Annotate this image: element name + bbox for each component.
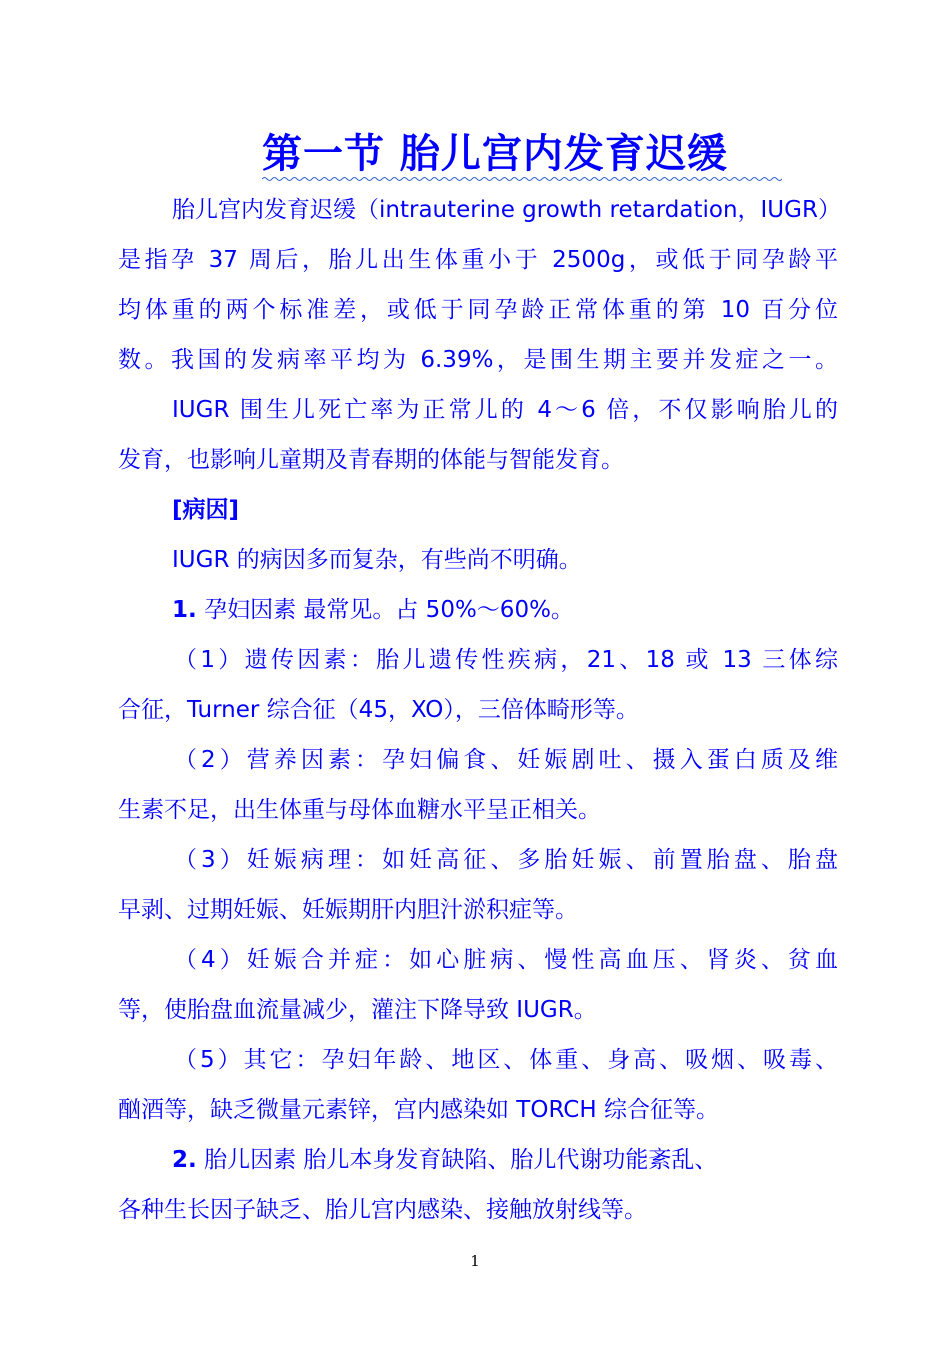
paragraph-line: 等，使胎盘血流量减少，灌注下降导致 IUGR。	[118, 997, 597, 1023]
paragraph-line: 发育，也影响儿童期及青春期的体能与智能发育。	[118, 447, 624, 473]
paragraph-line: （2）营养因素：孕妇偏食、妊娠剧吐、摄入蛋白质及维	[174, 747, 838, 773]
list-item-text: 孕妇因素 最常见。占 50%～60%。	[204, 597, 574, 623]
section-heading-etiology: [病因]	[172, 497, 240, 523]
paragraph-line: 是指孕 37 周后，胎儿出生体重小于 2500g，或低于同孕龄平	[118, 247, 838, 273]
paragraph-line: 均体重的两个标准差，或低于同孕龄正常体重的第 10 百分位	[118, 297, 838, 323]
paragraph-line: （4）妊娠合并症：如心脏病、慢性高血压、肾炎、贫血	[174, 947, 838, 973]
paragraph-line: 早剥、过期妊娠、妊娠期肝内胆汁淤积症等。	[118, 897, 578, 923]
paragraph-line: （5）其它：孕妇年龄、地区、体重、身高、吸烟、吸毒、	[174, 1047, 838, 1073]
paragraph-line: 生素不足，出生体重与母体血糖水平呈正相关。	[118, 797, 601, 823]
list-number: 1.	[172, 597, 197, 623]
title-wavy-underline	[262, 176, 782, 182]
paragraph-line: IUGR 围生儿死亡率为正常儿的 4～6 倍，不仅影响胎儿的	[172, 397, 838, 423]
list-item	[172, 592, 838, 628]
page-number: 1	[470, 1252, 480, 1270]
section-title: 第一节 胎儿宫内发育迟缓	[262, 130, 728, 177]
paragraph-line: 胎儿宫内发育迟缓（intrauterine growth retardation，IUGR）	[172, 197, 841, 223]
paragraph-line: 合征，Turner 综合征（45，XO），三倍体畸形等。	[118, 697, 639, 723]
paragraph-line: 酗酒等，缺乏微量元素锌，宫内感染如 TORCH 综合征等。	[118, 1097, 719, 1123]
paragraph-line: 数。我国的发病率平均为 6.39%，是围生期主要并发症之一。	[118, 347, 838, 373]
list-item	[172, 1142, 838, 1178]
paragraph-line: （1）遗传因素：胎儿遗传性疾病，21、18 或 13 三体综	[174, 647, 838, 673]
list-item-text: 胎儿因素 胎儿本身发育缺陷、胎儿代谢功能紊乱、	[204, 1147, 718, 1173]
paragraph-line: IUGR 的病因多而复杂，有些尚不明确。	[172, 547, 582, 573]
list-number: 2.	[172, 1147, 197, 1173]
paragraph-line: 各种生长因子缺乏、胎儿宫内感染、接触放射线等。	[118, 1197, 647, 1223]
paragraph-line: （3）妊娠病理：如妊高征、多胎妊娠、前置胎盘、胎盘	[174, 847, 838, 873]
